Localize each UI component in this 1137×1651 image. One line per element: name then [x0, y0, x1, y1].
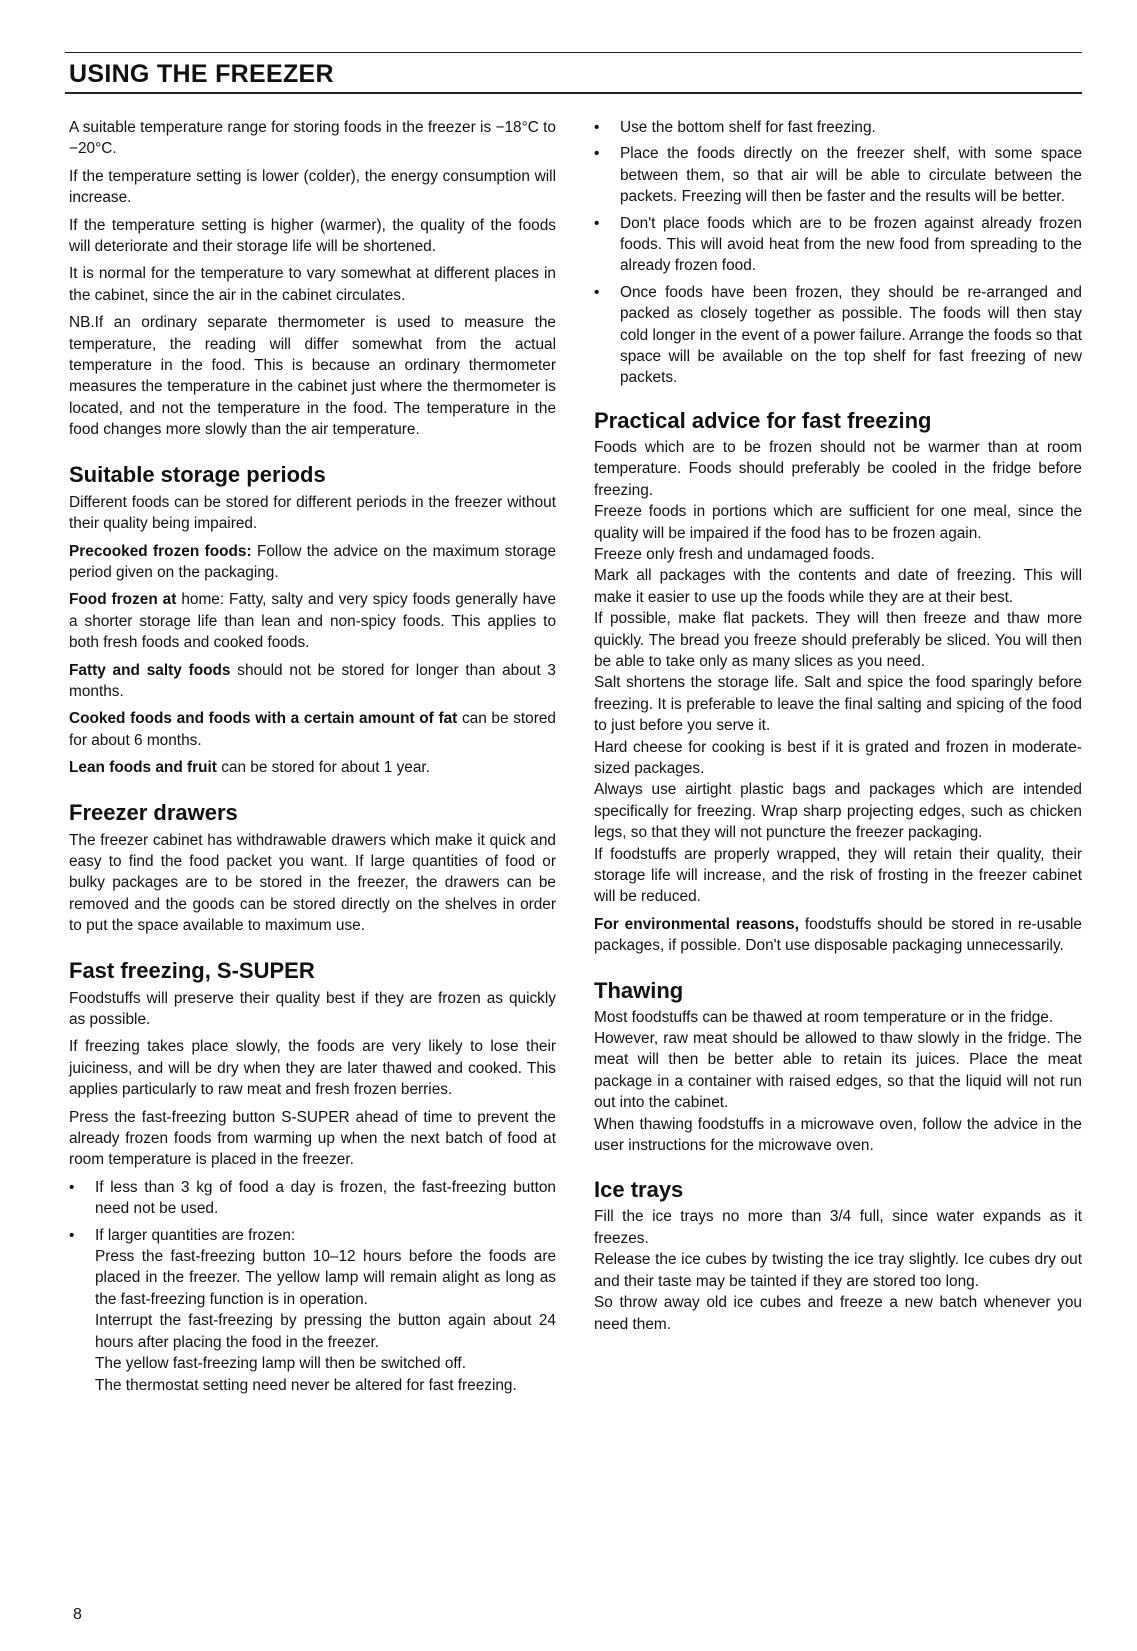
- bold-lead: Fatty and salty foods: [69, 661, 231, 679]
- storage-periods-heading: Suitable storage periods: [69, 461, 326, 487]
- storage-paragraph: [69, 708, 556, 751]
- ice-paragraph: Release the ice cubes by twisting the ice tray slightly. Ice cubes dry out and their taste may be tainted if they are stored too long.: [594, 1251, 1082, 1290]
- practical-paragraph: Freeze foods in portions which are sufficient for one meal, since the quality will be impaired if the food has to be frozen again.: [594, 503, 1082, 542]
- practical-paragraph: Always use airtight plastic bags and packages which are intended specifically for freezing. Wrap sharp projecting edges, such as chicken legs, so that they will not puncture the freezer packaging.: [594, 781, 1082, 842]
- storage-paragraph: [69, 757, 556, 778]
- list-line: The yellow fast-freezing lamp will then be switched off.: [95, 1355, 466, 1373]
- intro-paragraph: If the temperature setting is higher (warmer), the quality of the foods will deteriorate and their storage life will be shortened.: [69, 216, 556, 256]
- practical-paragraph: Foods which are to be frozen should not be warmer than at room temperature. Foods should preferably be cooled in the fridge before freezing.: [594, 438, 1082, 499]
- thawing-heading: Thawing: [594, 977, 684, 1003]
- list-item: • Use the bottom shelf for fast freezing.: [594, 117, 1082, 138]
- practical-advice-heading: Practical advice for fast freezing: [594, 407, 932, 433]
- ice-paragraph: So throw away old ice cubes and freeze a new batch whenever you need them.: [594, 1294, 1082, 1333]
- intro-paragraph: A suitable temperature range for storing foods in the freezer is −18°C to −20°C.: [69, 119, 556, 158]
- bold-lead: Precooked frozen foods:: [69, 542, 252, 560]
- fast-freezing-paragraph: If freezing takes place slowly, the foods are very likely to lose their juiciness, and will be dry when they are later thawed and cooked. This applies particularly to raw meat and fresh frozen berries.: [69, 1038, 556, 1099]
- storage-paragraph: [69, 541, 556, 584]
- list-item: [69, 1225, 556, 1396]
- right-column: [594, 117, 1082, 1335]
- list-item: • Don't place foods which are to be frozen against already frozen foods. This will avoid heat from the new food from spreading to the already frozen food.: [594, 213, 1082, 277]
- freezer-drawers-heading: Freezer drawers: [69, 799, 238, 825]
- title-rule: [65, 92, 1082, 94]
- page-number: 8: [73, 1606, 82, 1623]
- fast-freezing-heading: Fast freezing, S-SUPER: [69, 957, 315, 983]
- ice-trays-heading: Ice trays: [594, 1177, 684, 1203]
- bold-lead: For environmental reasons,: [594, 915, 800, 933]
- paragraph-text: home: Fatty, salty and very spicy foods generally have a shorter storage life than lean and non-spicy foods. This applies to both fresh foods and cooked foods.: [69, 591, 557, 652]
- storage-paragraph: [69, 660, 556, 703]
- fast-freezing-list: [69, 1177, 556, 1396]
- paragraph-text: can be stored for about 6 months.: [69, 710, 556, 749]
- bold-lead: Cooked foods and foods with a certain amount of fat: [69, 710, 458, 728]
- paragraph-text: can be stored for about 1 year.: [216, 759, 430, 777]
- intro-paragraph: It is normal for the temperature to vary somewhat at different places in the cabinet, since the air in the cabinet circulates.: [69, 265, 556, 304]
- paragraph-text: foodstuffs should be stored in re-usable packages, if possible. Don't use disposable packaging unnecessarily.: [594, 915, 1082, 955]
- intro-paragraph: If the temperature setting is lower (colder), the energy consumption will increase.: [69, 167, 556, 207]
- fast-freezing-paragraph: Press the fast-freezing button S-SUPER ahead of time to prevent the already frozen foods from warming up when the next batch of food at room temperature is placed in the freezer.: [69, 1108, 556, 1169]
- storage-paragraph: [69, 589, 556, 653]
- thawing-paragraph: However, raw meat should be allowed to thaw slowly in the fridge. The meat will then be better able to retain its juices. Place the meat package in a container with raised edges, so that the liquid will not run out into the cabinet.: [594, 1030, 1082, 1112]
- practical-paragraph: If foodstuffs are properly wrapped, they will retain their quality, their storage life will increase, and the risk of frosting in the freezer cabinet will be reduced.: [594, 845, 1082, 906]
- thawing-paragraph: Most foodstuffs can be thawed at room temperature or in the fridge.: [594, 1008, 1054, 1026]
- bold-lead: Food frozen at: [69, 591, 177, 609]
- storage-paragraph: Different foods can be stored for different periods in the freezer without their quality being impaired.: [69, 493, 556, 533]
- list-item: • Place the foods directly on the freezer shelf, with some space between them, so that air will be able to circulate between the packets. Freezing will then be faster and the results will be better.: [594, 143, 1082, 207]
- practical-paragraph: Hard cheese for cooking is best if it is grated and frozen in moderate-sized packages.: [594, 738, 1082, 777]
- page-title: USING THE FREEZER: [69, 60, 334, 88]
- list-line: Press the fast-freezing button 10–12 hours before the foods are placed in the freezer. The yellow lamp will remain alight as long as the fast-freezing function is in operation.: [95, 1248, 556, 1308]
- list-item: • Once foods have been frozen, they should be re-arranged and packed as closely together as possible. The foods will then stay cold longer in the event of a power failure. Arrange the foods so that space will be available on the top shelf for fast freezing of new packets.: [594, 282, 1082, 389]
- left-column: [69, 117, 556, 1401]
- practical-paragraph: Mark all packages with the contents and date of freezing. This will make it easier to use up the foods while they are at their best.: [594, 567, 1082, 606]
- fast-freezing-paragraph: Foodstuffs will preserve their quality best if they are frozen as quickly as possible.: [69, 989, 556, 1028]
- practical-paragraph: If possible, make flat packets. They will then freeze and thaw more quickly. The bread you freeze should preferably be sliced. You will then be able to take only as many slices as you need.: [594, 610, 1082, 670]
- shelf-tips-list: [594, 117, 1082, 389]
- paragraph-text: should not be stored for longer than about 3 months.: [69, 661, 556, 700]
- ice-paragraph: Fill the ice trays no more than 3/4 full, since water expands as it freezes.: [594, 1208, 1082, 1247]
- practical-paragraph: Salt shortens the storage life. Salt and spice the food sparingly before freezing. It is preferable to leave the final salting and spicing of the food to just before you serve it.: [594, 674, 1082, 735]
- practical-paragraph: Freeze only fresh and undamaged foods.: [594, 545, 875, 563]
- thawing-paragraph: When thawing foodstuffs in a microwave oven, follow the advice in the user instructions for the microwave oven.: [594, 1115, 1082, 1155]
- list-item: • If less than 3 kg of food a day is frozen, the fast-freezing button need not be used.: [69, 1177, 556, 1220]
- thermometer-note: NB.If an ordinary separate thermometer is used to measure the temperature, the reading will differ somewhat from the actual temperature in the food. This is because an ordinary thermometer measures the temperature in the cabinet just where the thermometer is located, and not the temperature in the food. The temperature in the food changes more slowly than the air temperature.: [69, 314, 556, 439]
- list-line: • If larger quantities are frozen:: [95, 1226, 296, 1244]
- list-line: Interrupt the fast-freezing by pressing the button again about 24 hours after placing the food in the freezer.: [95, 1312, 556, 1351]
- bold-lead: Lean foods and fruit: [69, 759, 217, 777]
- paragraph-text: Follow the advice on the maximum storage period given on the packaging.: [69, 542, 557, 581]
- environment-paragraph: [594, 914, 1082, 957]
- top-rule: [65, 52, 1082, 53]
- drawers-paragraph: The freezer cabinet has withdrawable drawers which make it quick and easy to find the food packet you want. If large quantities of food or bulky packages are to be stored in the freezer, the drawers can be removed and the goods can be stored directly on the shelves in order to put the space available to maximum use.: [69, 831, 556, 935]
- list-line: The thermostat setting need never be altered for fast freezing.: [95, 1376, 517, 1394]
